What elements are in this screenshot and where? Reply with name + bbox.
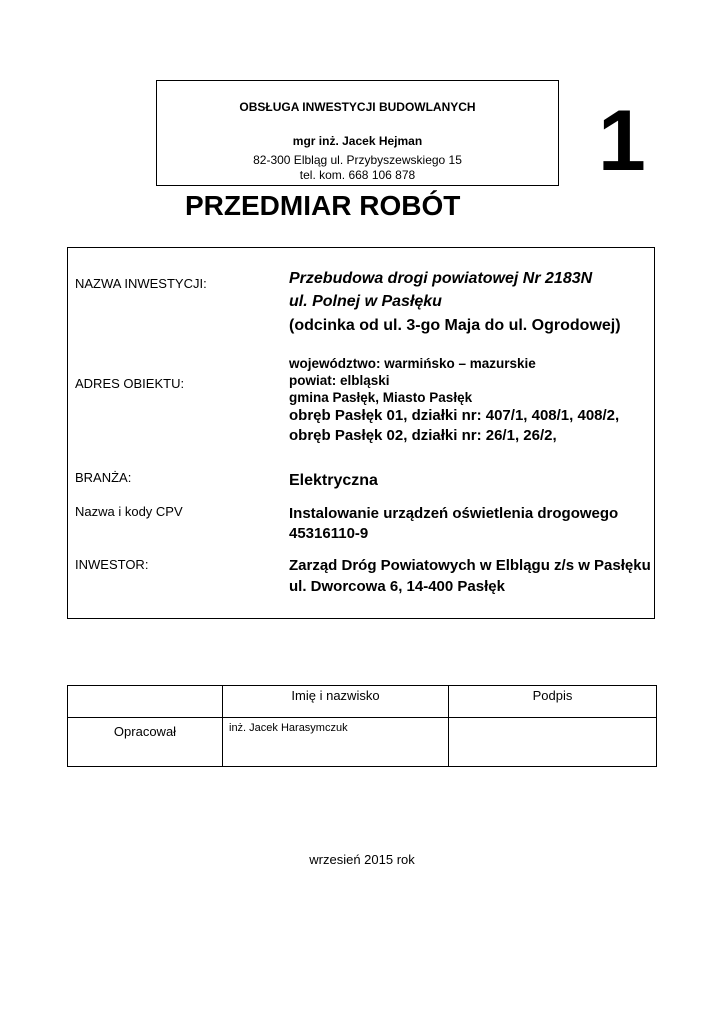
company-header-box	[156, 80, 559, 186]
signature-row-name: inż. Jacek Harasymczuk	[223, 718, 449, 767]
document-date: wrzesień 2015 rok	[309, 852, 415, 867]
signature-header-row	[68, 686, 657, 718]
company-address: 82-300 Elbląg ul. Przybyszewskiego 15	[253, 153, 462, 167]
cpv-line-1: Instalowanie urządzeń oświetlenia drogowego	[289, 505, 619, 522]
address-line-2: powiat: elbląski	[289, 373, 390, 388]
signature-header-name: Imię i nazwisko	[223, 686, 449, 718]
signature-row-label: Opracował	[68, 718, 223, 767]
cpv-label: Nazwa i kody CPV	[75, 504, 183, 519]
investor-label: INWESTOR:	[75, 557, 149, 572]
address-label: ADRES OBIEKTU:	[75, 376, 185, 391]
document-title: PRZEDMIAR ROBÓT	[185, 190, 461, 221]
signature-header-empty	[68, 686, 223, 718]
cpv-line-2: 45316110-9	[289, 525, 369, 542]
company-name: OBSŁUGA INWESTYCJI BUDOWLANYCH	[239, 100, 476, 114]
investor-line-1: Zarząd Dróg Powiatowych w Elblągu z/s w Pasłęku	[289, 557, 651, 574]
address-line-5: obręb Pasłęk 02, działki nr: 26/1, 26/2,	[289, 427, 557, 444]
investor-line-2: ul. Dworcowa 6, 14-400 Pasłęk	[289, 578, 505, 595]
branch-value: Elektryczna	[289, 472, 378, 489]
signature-header-sign: Podpis	[449, 686, 657, 718]
address-line-4: obręb Pasłęk 01, działki nr: 407/1, 408/1, 408/2,	[289, 407, 620, 424]
company-person: mgr inż. Jacek Hejman	[292, 134, 423, 148]
branch-label: BRANŻA:	[75, 470, 132, 485]
signature-table	[67, 685, 657, 767]
address-line-3: gmina Pasłęk, Miasto Pasłęk	[289, 390, 473, 405]
investment-info-box	[67, 247, 655, 619]
document-number: 1	[598, 93, 646, 189]
investment-label: NAZWA INWESTYCJI:	[75, 276, 207, 291]
signature-row	[68, 718, 657, 767]
address-line-1: województwo: warmińsko – mazurskie	[289, 356, 536, 371]
investment-line-2: ul. Polnej w Pasłęku	[289, 293, 442, 310]
investment-line-3: (odcinka od ul. 3-go Maja do ul. Ogrodowej)	[289, 317, 621, 334]
signature-row-sign	[449, 718, 657, 767]
investment-line-1: Przebudowa drogi powiatowej Nr 2183N	[289, 270, 593, 287]
company-phone: tel. kom. 668 106 878	[299, 168, 416, 182]
